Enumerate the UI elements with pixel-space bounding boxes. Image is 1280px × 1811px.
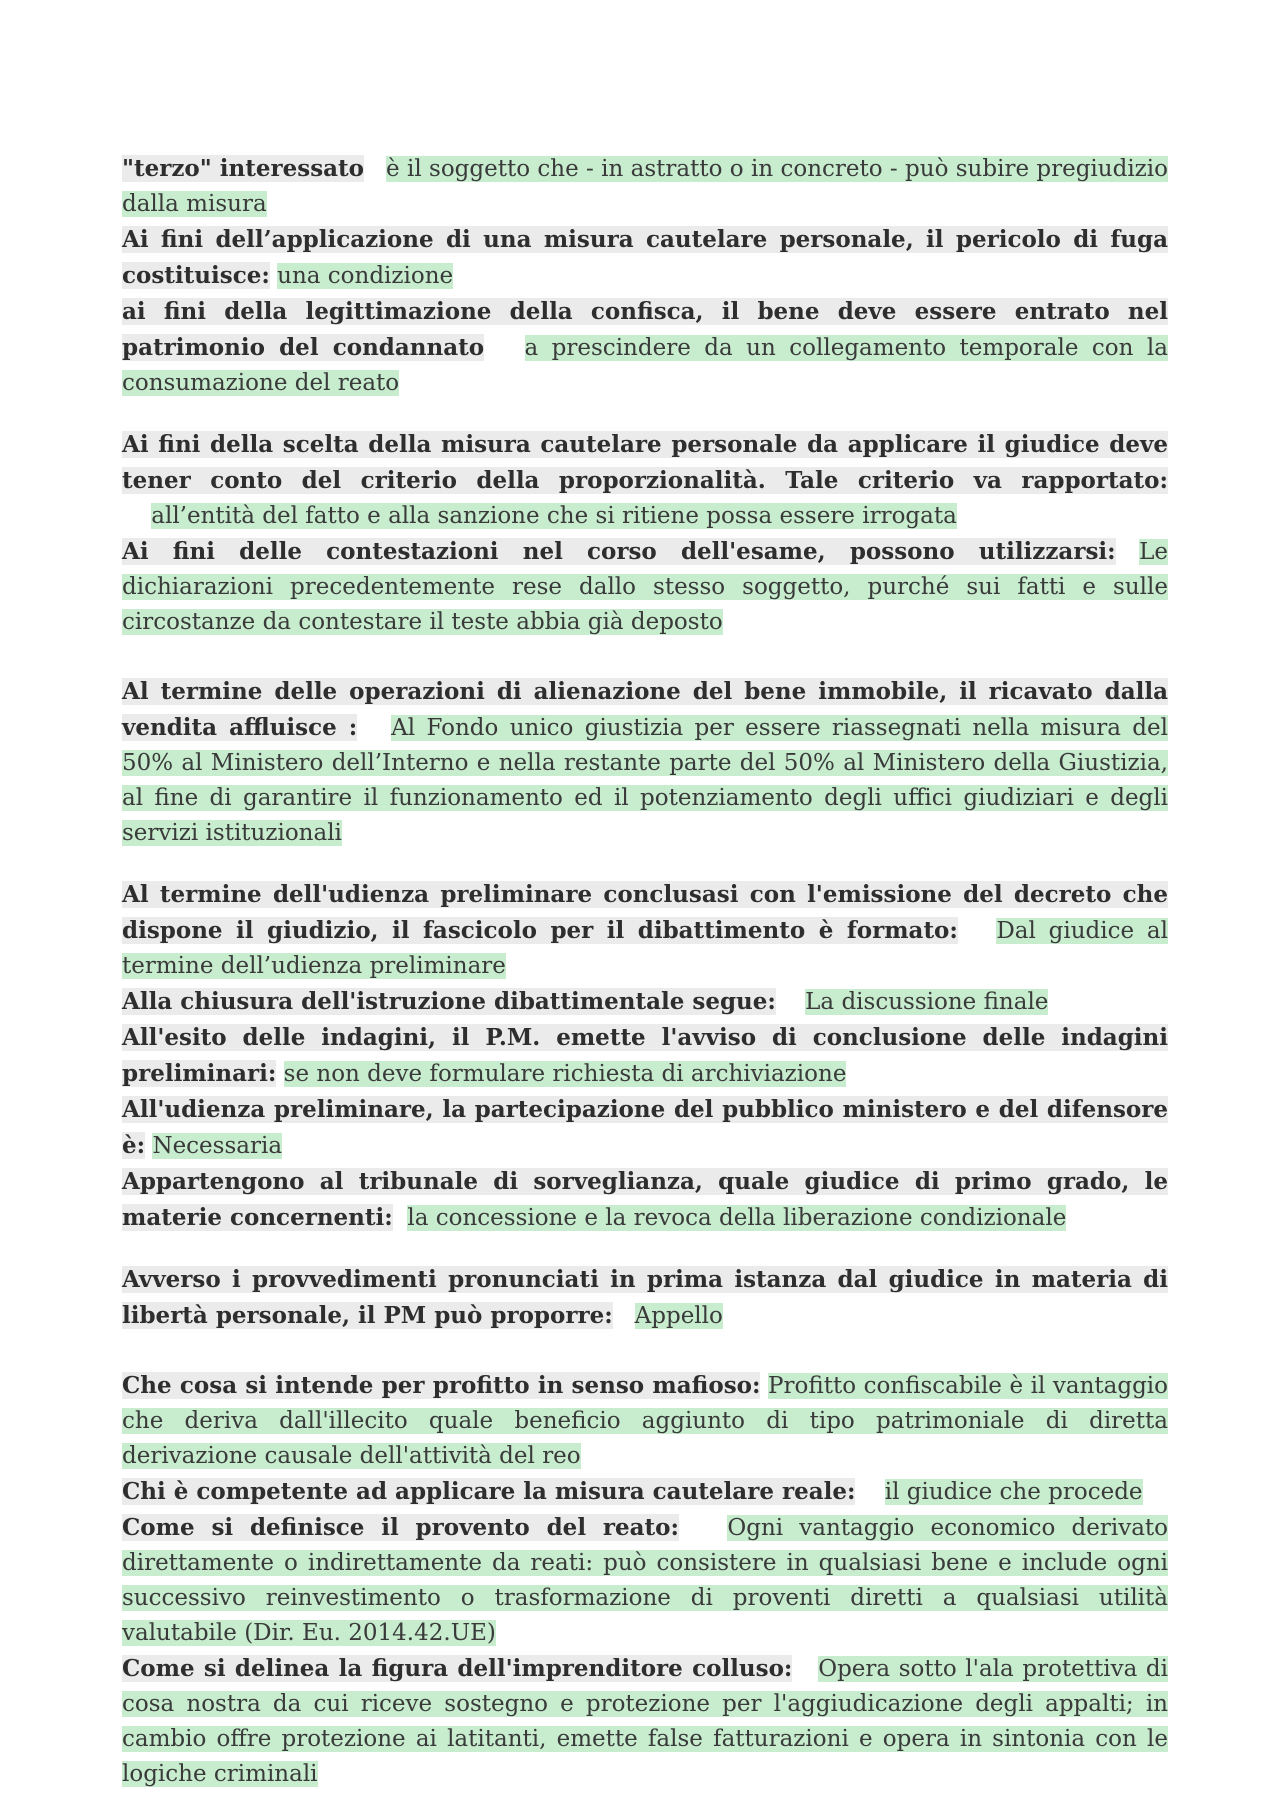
answer-text: il giudice che procede — [884, 1479, 1143, 1505]
question-text: Chi è competente ad applicare la misura cautelare reale: — [122, 1478, 856, 1505]
answer-text: Appello — [634, 1303, 723, 1329]
document-body — [122, 151, 1168, 1792]
qa-entry — [122, 877, 1168, 984]
qa-entry — [122, 1092, 1168, 1164]
qa-entry — [122, 984, 1168, 1020]
question-text: Ai fini delle contestazioni nel corso dell'esame, possono utilizzarsi: — [122, 538, 1116, 565]
qa-entry — [122, 1368, 1168, 1474]
question-text: All'esito delle indagini, il P.M. emette l'avviso di conclusione delle indagini preliminari: — [122, 1024, 1168, 1087]
qa-entry — [122, 674, 1168, 851]
qa-entry — [122, 151, 1168, 222]
question-text: ai fini della legittimazione della confisca, il bene deve essere entrato nel patrimonio del condannato — [122, 298, 1168, 361]
question-text: Appartengono al tribunale di sorveglianza, quale giudice di primo grado, le materie concernenti: — [122, 1168, 1168, 1231]
answer-text: Necessaria — [152, 1133, 283, 1159]
qa-entry — [122, 1474, 1168, 1510]
answer-text: Al Fondo unico giustizia per essere riassegnati nella misura del 50% al Ministero dell’Interno e nella restante parte del 50% al Ministero della Giustizia, al fine di garantire il funzionamento ed il potenziamento degli uffici giudiziari e degli servizi istituzionali — [122, 715, 1168, 846]
question-text: Come si delinea la figura dell'imprenditore colluso: — [122, 1655, 793, 1682]
question-text: Al termine dell'udienza preliminare conclusasi con l'emissione del decreto che dispone il giudizio, il fascicolo per il dibattimento è formato: — [122, 881, 1168, 944]
question-text: All'udienza preliminare, la partecipazione del pubblico ministero e del difensore è: — [122, 1096, 1168, 1159]
answer-text: a prescindere da un collegamento temporale con la consumazione del reato — [122, 335, 1168, 396]
qa-entry — [122, 534, 1168, 640]
question-text: "terzo" interessato — [122, 155, 365, 182]
answer-text: Opera sotto l'ala protettiva di cosa nostra da cui riceve sostegno e protezione per l'aggiudicazione degli appalti; in cambio offre protezione ai latitanti, emette false fatturazioni e opera in sintonia con le logiche criminali — [122, 1656, 1168, 1787]
qa-entry — [122, 222, 1168, 294]
answer-text: se non deve formulare richiesta di archiviazione — [283, 1061, 847, 1087]
question-text: Che cosa si intende per profitto in senso mafioso: — [122, 1372, 761, 1399]
answer-text: una condizione — [277, 263, 454, 289]
question-text: Al termine delle operazioni di alienazione del bene immobile, il ricavato dalla vendita affluisce : — [122, 678, 1168, 741]
qa-entry — [122, 1164, 1168, 1236]
answer-text: all’entità del fatto e alla sanzione che si ritiene possa essere irrogata — [151, 503, 957, 529]
answer-text: Ogni vantaggio economico derivato direttamente o indirettamente da reati: può consistere in qualsiasi bene e include ogni successivo reinvestimento o trasformazione di proventi diretti a qualsiasi utilità valutabile (Dir. Eu. 2014.42.UE) — [122, 1515, 1169, 1646]
question-text: Avverso i provvedimenti pronunciati in prima istanza dal giudice in materia di libertà personale, il PM può proporre: — [122, 1266, 1168, 1329]
qa-entry — [122, 1020, 1168, 1092]
answer-text: la concessione e la revoca della liberazione condizionale — [407, 1205, 1067, 1231]
answer-text: è il soggetto che - in astratto o in concreto - può subire pregiudizio dalla misura — [122, 156, 1169, 217]
answer-text: Profitto confiscabile è il vantaggio che deriva dall'illecito quale beneficio aggiunto di tipo patrimoniale di diretta derivazione causale dell'attività del reo — [122, 1373, 1169, 1469]
qa-entry — [122, 1651, 1168, 1792]
qa-entry — [122, 427, 1168, 534]
question-text: Alla chiusura dell'istruzione dibattimentale segue: — [122, 988, 776, 1015]
answer-text: La discussione finale — [805, 989, 1049, 1015]
question-text: Ai fini della scelta della misura cautelare personale da applicare il giudice deve tener conto del criterio della proporzionalità. Tale criterio va rapportato: — [122, 431, 1168, 494]
qa-entry — [122, 294, 1168, 401]
answer-text: Dal giudice al termine dell’udienza preliminare — [122, 918, 1169, 979]
answer-text: Le dichiarazioni precedentemente rese dallo stesso soggetto, purché sui fatti e sulle circostanze da contestare il teste abbia già deposto — [122, 539, 1169, 635]
question-text: Come si definisce il provento del reato: — [122, 1514, 679, 1541]
qa-entry — [122, 1510, 1168, 1651]
qa-entry — [122, 1262, 1168, 1334]
question-text: Ai fini dell’applicazione di una misura cautelare personale, il pericolo di fuga costituisce: — [122, 226, 1168, 289]
